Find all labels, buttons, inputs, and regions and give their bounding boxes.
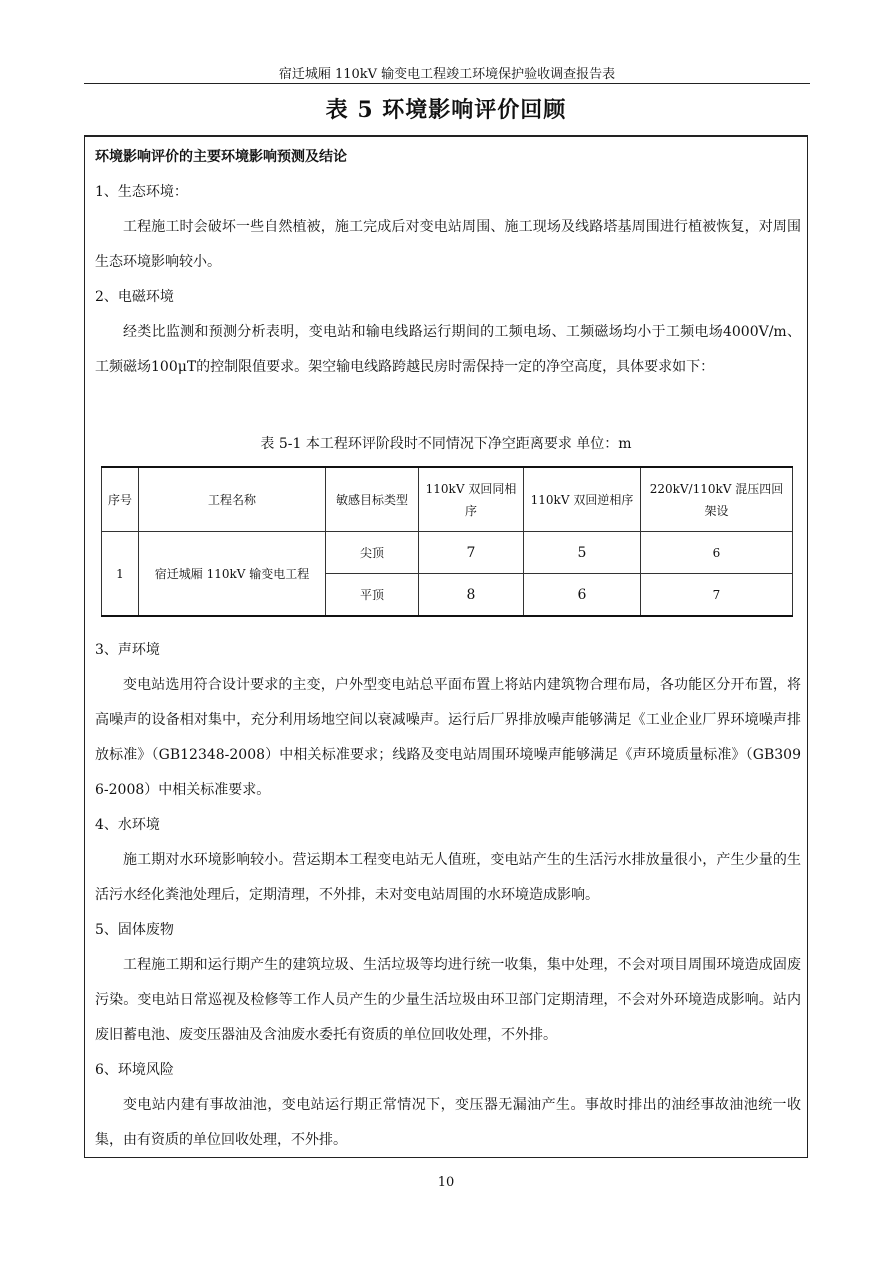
eco-text: 工程施工时会破坏一些自然植被，施工完成后对变电站周围、施工现场及线路塔基周围进行植被恢复，对周围生态环境影响较小。 [95, 219, 801, 270]
page-number: 10 [437, 1175, 455, 1190]
running-header: 宿迁城厢 110kV 输变电工程竣工环境保护验收调查报告表 [278, 67, 616, 82]
th-c2: 110kV 双回逆相序 [524, 467, 641, 532]
waste-heading: 5、固体废物 [95, 922, 174, 938]
th-name: 工程名称 [139, 467, 326, 532]
cell-type-2: 平顶 [326, 574, 419, 617]
cell-c3-1: 6 [641, 532, 793, 574]
cell-no: 1 [102, 532, 139, 617]
cell-c2-1: 5 [524, 532, 641, 574]
risk-text: 变电站内建有事故油池，变电站运行期正常情况下，变压器无漏油产生。事故时排出的油经事故油池统一收集，由有资质的单位回收处理，不外排。 [95, 1097, 801, 1148]
cell-c1-1: 7 [419, 532, 524, 574]
eco-heading: 1、生态环境： [95, 184, 188, 200]
th-c3: 220kV/110kV 混压四回架设 [641, 467, 793, 532]
em-heading: 2、电磁环境 [95, 289, 174, 305]
review-frame [84, 135, 808, 1158]
cell-name: 宿迁城厢 110kV 输变电工程 [139, 532, 326, 617]
th-type: 敏感目标类型 [326, 467, 419, 532]
noise-heading: 3、声环境 [95, 642, 160, 658]
waste-text: 工程施工期和运行期产生的建筑垃圾、生活垃圾等均进行统一收集，集中处理，不会对项目周围环境造成固废污染。变电站日常巡视及检修等工作人员产生的少量生活垃圾由环卫部门定期清理，不会对外环境造成影响。站内废旧蓄电池、废变压器油及含油废水委托有资质的单位回收处理，不外排。 [95, 957, 801, 1043]
water-heading: 4、水环境 [95, 817, 160, 833]
th-no: 序号 [102, 467, 139, 532]
page-title: 表 5 环境影响评价回顾 [325, 97, 567, 123]
th-c1: 110kV 双回同相序 [419, 467, 524, 532]
section-heading: 环境影响评价的主要环境影响预测及结论 [95, 149, 347, 165]
cell-c1-2: 8 [419, 574, 524, 617]
clearance-table [101, 466, 793, 617]
table-row [102, 532, 793, 574]
cell-c3-2: 7 [641, 574, 793, 617]
cell-type-1: 尖顶 [326, 532, 419, 574]
risk-heading: 6、环境风险 [95, 1062, 174, 1078]
em-text: 经类比监测和预测分析表明，变电站和输电线路运行期间的工频电场、工频磁场均小于工频电场4000V/m、工频磁场100μT的控制限值要求。架空输电线路跨越民房时需保持一定的净空高度，具体要求如下： [95, 324, 801, 375]
cell-c2-2: 6 [524, 574, 641, 617]
table-caption: 表 5-1 本工程环评阶段时不同情况下净空距离要求 单位：m [260, 436, 632, 452]
header-rule [84, 83, 810, 84]
noise-text: 变电站选用符合设计要求的主变，户外型变电站总平面布置上将站内建筑物合理布局，各功能区分开布置，将高噪声的设备相对集中，充分利用场地空间以衰减噪声。运行后厂界排放噪声能够满足《工业企业厂界环境噪声排放标准》（GB12348-2008）中相关标准要求；线路及变电站周围环境噪声能够满足《声环境质量标准》（GB3096-2008）中相关标准要求。 [95, 677, 801, 798]
water-text: 施工期对水环境影响较小。营运期本工程变电站无人值班，变电站产生的生活污水排放量很小，产生少量的生活污水经化粪池处理后，定期清理，不外排，未对变电站周围的水环境造成影响。 [95, 852, 801, 903]
